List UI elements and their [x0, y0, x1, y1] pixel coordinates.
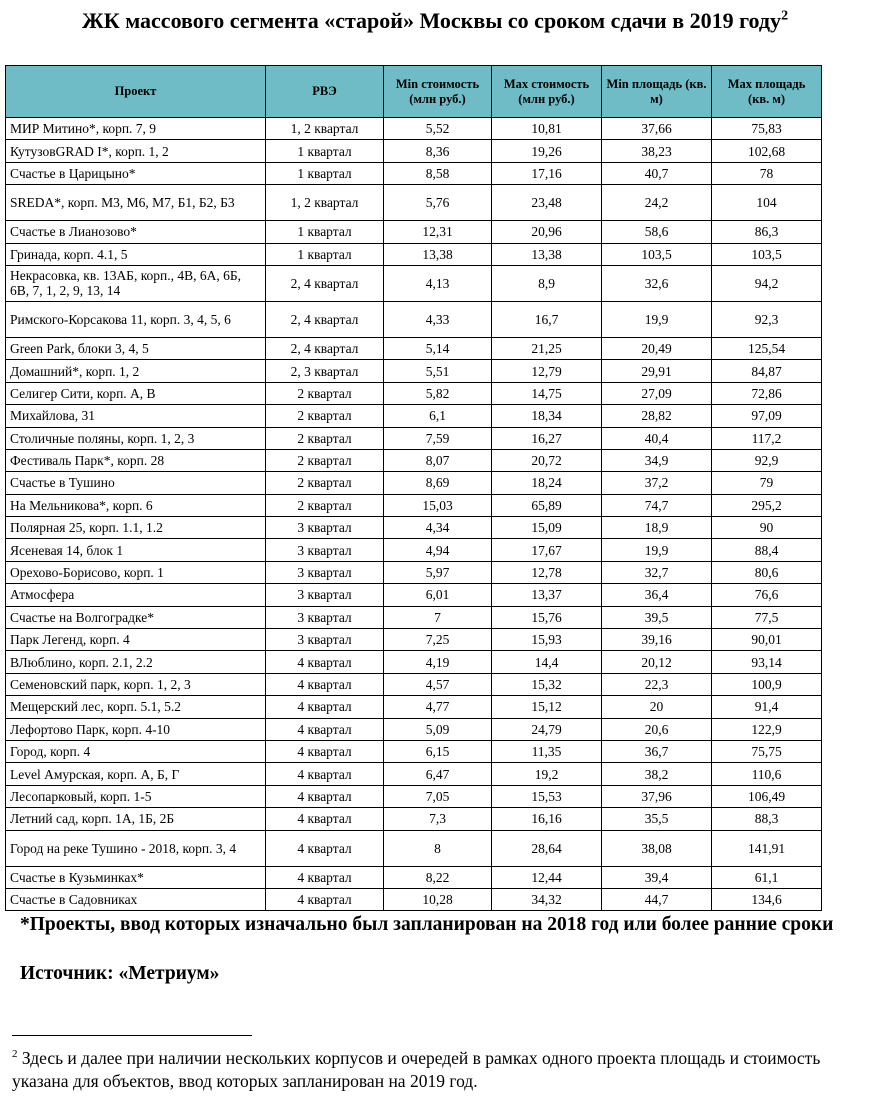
- table-row: [6, 888, 822, 910]
- table-cell: 1 квартал: [266, 162, 384, 184]
- table-cell: 103,5: [602, 243, 712, 265]
- table-cell: 36,7: [602, 740, 712, 762]
- table-row: [6, 629, 822, 651]
- table-cell: 90,01: [712, 629, 822, 651]
- table-row: [6, 696, 822, 718]
- project-cell: Семеновский парк, корп. 1, 2, 3: [6, 673, 266, 695]
- project-cell: SREDA*, корп. М3, М6, М7, Б1, Б2, Б3: [6, 185, 266, 221]
- table-cell: 88,4: [712, 539, 822, 561]
- table-cell: 20,6: [602, 718, 712, 740]
- table-cell: 15,12: [492, 696, 602, 718]
- table-cell: 97,09: [712, 405, 822, 427]
- table-cell: 103,5: [712, 243, 822, 265]
- table-cell: 93,14: [712, 651, 822, 673]
- table-row: [6, 118, 822, 140]
- table-cell: 15,03: [384, 494, 492, 516]
- table-cell: 58,6: [602, 221, 712, 243]
- table-cell: 7: [384, 606, 492, 628]
- table-row: [6, 830, 822, 866]
- table-row: [6, 606, 822, 628]
- table-cell: 92,3: [712, 301, 822, 337]
- table-cell: 76,6: [712, 584, 822, 606]
- table-cell: 75,83: [712, 118, 822, 140]
- table-row: [6, 162, 822, 184]
- table-cell: 4 квартал: [266, 785, 384, 807]
- table-cell: 2, 4 квартал: [266, 301, 384, 337]
- table-cell: 8: [384, 830, 492, 866]
- table-cell: 20,96: [492, 221, 602, 243]
- table-cell: 8,22: [384, 866, 492, 888]
- project-cell: Михайлова, 31: [6, 405, 266, 427]
- table-cell: 19,2: [492, 763, 602, 785]
- table-cell: 79: [712, 472, 822, 494]
- table-cell: 134,6: [712, 888, 822, 910]
- table-cell: 14,75: [492, 382, 602, 404]
- table-cell: 40,4: [602, 427, 712, 449]
- table-cell: 37,2: [602, 472, 712, 494]
- table-cell: 23,48: [492, 185, 602, 221]
- table-cell: 2 квартал: [266, 427, 384, 449]
- table-row: [6, 785, 822, 807]
- table-cell: 4,77: [384, 696, 492, 718]
- table-cell: 80,6: [712, 561, 822, 583]
- table-cell: 72,86: [712, 382, 822, 404]
- project-cell: На Мельникова*, корп. 6: [6, 494, 266, 516]
- table-cell: 19,26: [492, 140, 602, 162]
- table-cell: 1, 2 квартал: [266, 118, 384, 140]
- table-cell: 4,94: [384, 539, 492, 561]
- table-row: [6, 740, 822, 762]
- table-cell: 20,72: [492, 449, 602, 471]
- table-cell: 22,3: [602, 673, 712, 695]
- column-header: Min площадь (кв. м): [602, 66, 712, 118]
- column-header: Min стоимость (млн руб.): [384, 66, 492, 118]
- table-cell: 24,2: [602, 185, 712, 221]
- project-cell: Некрасовка, кв. 13АБ, корп., 4В, 6А, 6Б, 6В, 7, 1, 2, 9, 13, 14: [6, 265, 266, 301]
- table-cell: 2 квартал: [266, 449, 384, 471]
- project-cell: Город на реке Тушино - 2018, корп. 3, 4: [6, 830, 266, 866]
- table-cell: 15,32: [492, 673, 602, 695]
- table-cell: 2 квартал: [266, 405, 384, 427]
- title-footnote-marker: 2: [781, 8, 789, 24]
- table-row: [6, 140, 822, 162]
- table-cell: 4 квартал: [266, 651, 384, 673]
- table-cell: 4,19: [384, 651, 492, 673]
- table-cell: 10,28: [384, 888, 492, 910]
- table-cell: 110,6: [712, 763, 822, 785]
- table-cell: 3 квартал: [266, 629, 384, 651]
- project-cell: Атмосфера: [6, 584, 266, 606]
- table-cell: 4 квартал: [266, 830, 384, 866]
- table-cell: 1, 2 квартал: [266, 185, 384, 221]
- project-cell: Мещерский лес, корп. 5.1, 5.2: [6, 696, 266, 718]
- table-cell: 24,79: [492, 718, 602, 740]
- project-cell: Счастье на Волгоградке*: [6, 606, 266, 628]
- table-row: [6, 539, 822, 561]
- table-cell: 11,35: [492, 740, 602, 762]
- table-cell: 16,16: [492, 808, 602, 830]
- table-cell: 6,15: [384, 740, 492, 762]
- table-cell: 4 квартал: [266, 808, 384, 830]
- table-cell: 7,59: [384, 427, 492, 449]
- table-cell: 14,4: [492, 651, 602, 673]
- table-cell: 7,05: [384, 785, 492, 807]
- project-cell: Green Park, блоки 3, 4, 5: [6, 337, 266, 359]
- table-cell: 6,47: [384, 763, 492, 785]
- column-header: РВЭ: [266, 66, 384, 118]
- table-cell: 3 квартал: [266, 517, 384, 539]
- table-cell: 16,27: [492, 427, 602, 449]
- table-cell: 19,9: [602, 539, 712, 561]
- table-cell: 4 квартал: [266, 696, 384, 718]
- page-footnote: [12, 1047, 852, 1093]
- table-cell: 106,49: [712, 785, 822, 807]
- table-cell: 2 квартал: [266, 382, 384, 404]
- project-cell: Парк Легенд, корп. 4: [6, 629, 266, 651]
- table-cell: 18,9: [602, 517, 712, 539]
- table-cell: 40,7: [602, 162, 712, 184]
- table-cell: 5,76: [384, 185, 492, 221]
- table-cell: 20,49: [602, 337, 712, 359]
- table-cell: 8,36: [384, 140, 492, 162]
- table-cell: 4,34: [384, 517, 492, 539]
- table-row: [6, 651, 822, 673]
- project-cell: Счастье в Царицыно*: [6, 162, 266, 184]
- table-cell: 102,68: [712, 140, 822, 162]
- project-cell: Счастье в Кузьминках*: [6, 866, 266, 888]
- table-cell: 2 квартал: [266, 472, 384, 494]
- table-cell: 8,9: [492, 265, 602, 301]
- column-header: Max стоимость (млн руб.): [492, 66, 602, 118]
- table-cell: 91,4: [712, 696, 822, 718]
- table-cell: 15,76: [492, 606, 602, 628]
- table-cell: 37,66: [602, 118, 712, 140]
- table-cell: 8,58: [384, 162, 492, 184]
- footnote-text: Здесь и далее при наличии нескольких корпусов и очередей в рамках одного проекта площадь и стоимость указана для объектов, ввод которых запланирован на 2019 год.: [12, 1048, 821, 1091]
- table-row: [6, 584, 822, 606]
- table-header-row: [6, 66, 822, 118]
- table-cell: 39,5: [602, 606, 712, 628]
- table-row: [6, 427, 822, 449]
- table-cell: 3 квартал: [266, 561, 384, 583]
- table-cell: 38,08: [602, 830, 712, 866]
- project-cell: Полярная 25, корп. 1.1, 1.2: [6, 517, 266, 539]
- table-cell: 4,13: [384, 265, 492, 301]
- table-cell: 122,9: [712, 718, 822, 740]
- project-cell: МИР Митино*, корп. 7, 9: [6, 118, 266, 140]
- table-cell: 36,4: [602, 584, 712, 606]
- table-cell: 28,64: [492, 830, 602, 866]
- table-cell: 86,3: [712, 221, 822, 243]
- table-cell: 4 квартал: [266, 673, 384, 695]
- table-cell: 4 квартал: [266, 866, 384, 888]
- table-row: [6, 301, 822, 337]
- table-row: [6, 718, 822, 740]
- table-cell: 4 квартал: [266, 763, 384, 785]
- project-cell: Гринада, корп. 4.1, 5: [6, 243, 266, 265]
- table-cell: 3 квартал: [266, 539, 384, 561]
- table-cell: 18,34: [492, 405, 602, 427]
- table-cell: 3 квартал: [266, 606, 384, 628]
- table-row: [6, 494, 822, 516]
- table-cell: 5,82: [384, 382, 492, 404]
- table-row: [6, 449, 822, 471]
- table-cell: 1 квартал: [266, 243, 384, 265]
- table-cell: 7,3: [384, 808, 492, 830]
- table-cell: 75,75: [712, 740, 822, 762]
- column-header: Проект: [6, 66, 266, 118]
- table-cell: 12,44: [492, 866, 602, 888]
- table-cell: 77,5: [712, 606, 822, 628]
- table-cell: 44,7: [602, 888, 712, 910]
- table-cell: 34,9: [602, 449, 712, 471]
- table-cell: 90: [712, 517, 822, 539]
- table-cell: 10,81: [492, 118, 602, 140]
- table-body: [6, 118, 822, 911]
- table-row: [6, 337, 822, 359]
- title-text: ЖК массового сегмента «старой» Москвы со сроком сдачи в 2019 году: [82, 8, 782, 33]
- table-cell: 17,16: [492, 162, 602, 184]
- table-cell: 100,9: [712, 673, 822, 695]
- project-cell: Лефортово Парк, корп. 4-10: [6, 718, 266, 740]
- table-cell: 5,14: [384, 337, 492, 359]
- table-cell: 39,16: [602, 629, 712, 651]
- table-cell: 34,32: [492, 888, 602, 910]
- table-cell: 12,79: [492, 360, 602, 382]
- table-row: [6, 561, 822, 583]
- table-cell: 2 квартал: [266, 494, 384, 516]
- table-cell: 15,93: [492, 629, 602, 651]
- table-cell: 37,96: [602, 785, 712, 807]
- project-cell: Счастье в Тушино: [6, 472, 266, 494]
- table-cell: 295,2: [712, 494, 822, 516]
- table-cell: 65,89: [492, 494, 602, 516]
- table-cell: 141,91: [712, 830, 822, 866]
- table-row: [6, 360, 822, 382]
- table-cell: 15,09: [492, 517, 602, 539]
- table-cell: 12,78: [492, 561, 602, 583]
- document-title: [20, 8, 865, 34]
- table-cell: 20: [602, 696, 712, 718]
- table-row: [6, 472, 822, 494]
- project-cell: Орехово-Борисово, корп. 1: [6, 561, 266, 583]
- table-cell: 38,23: [602, 140, 712, 162]
- table-cell: 104: [712, 185, 822, 221]
- table-cell: 84,87: [712, 360, 822, 382]
- column-header: Max площадь (кв. м): [712, 66, 822, 118]
- table-cell: 61,1: [712, 866, 822, 888]
- project-cell: Летний сад, корп. 1А, 1Б, 2Б: [6, 808, 266, 830]
- table-cell: 32,6: [602, 265, 712, 301]
- table-row: [6, 808, 822, 830]
- table-cell: 27,09: [602, 382, 712, 404]
- table-cell: 94,2: [712, 265, 822, 301]
- table-cell: 28,82: [602, 405, 712, 427]
- table-row: [6, 221, 822, 243]
- table-cell: 3 квартал: [266, 584, 384, 606]
- table-cell: 13,37: [492, 584, 602, 606]
- table-cell: 125,54: [712, 337, 822, 359]
- table-cell: 1 квартал: [266, 221, 384, 243]
- table-cell: 7,25: [384, 629, 492, 651]
- table-cell: 32,7: [602, 561, 712, 583]
- table-cell: 5,51: [384, 360, 492, 382]
- table-cell: 4,57: [384, 673, 492, 695]
- project-cell: Ясеневая 14, блок 1: [6, 539, 266, 561]
- table-cell: 1 квартал: [266, 140, 384, 162]
- table-cell: 2, 4 квартал: [266, 265, 384, 301]
- table-cell: 4 квартал: [266, 740, 384, 762]
- table-cell: 16,7: [492, 301, 602, 337]
- table-cell: 8,69: [384, 472, 492, 494]
- table-cell: 39,4: [602, 866, 712, 888]
- table-cell: 6,01: [384, 584, 492, 606]
- table-cell: 5,09: [384, 718, 492, 740]
- footnote-separator: [12, 1035, 252, 1036]
- table-row: [6, 382, 822, 404]
- table-row: [6, 866, 822, 888]
- table-cell: 74,7: [602, 494, 712, 516]
- table-row: [6, 673, 822, 695]
- table-cell: 12,31: [384, 221, 492, 243]
- table-cell: 8,07: [384, 449, 492, 471]
- table-cell: 4,33: [384, 301, 492, 337]
- projects-table: [5, 65, 822, 911]
- table-row: [6, 265, 822, 301]
- table-row: [6, 517, 822, 539]
- table-cell: 29,91: [602, 360, 712, 382]
- table-row: [6, 185, 822, 221]
- table-cell: 117,2: [712, 427, 822, 449]
- table-row: [6, 763, 822, 785]
- project-cell: Селигер Сити, корп. А, В: [6, 382, 266, 404]
- table-cell: 2, 4 квартал: [266, 337, 384, 359]
- table-cell: 5,52: [384, 118, 492, 140]
- table-cell: 15,53: [492, 785, 602, 807]
- project-cell: Столичные поляны, корп. 1, 2, 3: [6, 427, 266, 449]
- table-cell: 2, 3 квартал: [266, 360, 384, 382]
- table-row: [6, 405, 822, 427]
- table-cell: 4 квартал: [266, 718, 384, 740]
- table-cell: 35,5: [602, 808, 712, 830]
- table-cell: 20,12: [602, 651, 712, 673]
- table-cell: 13,38: [384, 243, 492, 265]
- table-cell: 18,24: [492, 472, 602, 494]
- table-cell: 19,9: [602, 301, 712, 337]
- table-cell: 88,3: [712, 808, 822, 830]
- project-cell: Счастье в Садовниках: [6, 888, 266, 910]
- footnote-marker: 2: [12, 1048, 18, 1061]
- table-cell: 78: [712, 162, 822, 184]
- table-cell: 21,25: [492, 337, 602, 359]
- projects-footnote-note: *Проекты, ввод которых изначально был запланирован на 2018 год или более ранние сроки: [20, 914, 834, 935]
- project-cell: Level Амурская, корп. А, Б, Г: [6, 763, 266, 785]
- source-line: Источник: «Метриум»: [20, 963, 220, 984]
- table-cell: 38,2: [602, 763, 712, 785]
- project-cell: Город, корп. 4: [6, 740, 266, 762]
- project-cell: Лесопарковый, корп. 1-5: [6, 785, 266, 807]
- table-cell: 6,1: [384, 405, 492, 427]
- project-cell: КутузовGRAD I*, корп. 1, 2: [6, 140, 266, 162]
- table-cell: 92,9: [712, 449, 822, 471]
- table-cell: 13,38: [492, 243, 602, 265]
- table-row: [6, 243, 822, 265]
- project-cell: Римского-Корсакова 11, корп. 3, 4, 5, 6: [6, 301, 266, 337]
- table-cell: 17,67: [492, 539, 602, 561]
- project-cell: Домашний*, корп. 1, 2: [6, 360, 266, 382]
- table-cell: 5,97: [384, 561, 492, 583]
- project-cell: Счастье в Лианозово*: [6, 221, 266, 243]
- project-cell: ВЛюблино, корп. 2.1, 2.2: [6, 651, 266, 673]
- table-cell: 4 квартал: [266, 888, 384, 910]
- project-cell: Фестиваль Парк*, корп. 28: [6, 449, 266, 471]
